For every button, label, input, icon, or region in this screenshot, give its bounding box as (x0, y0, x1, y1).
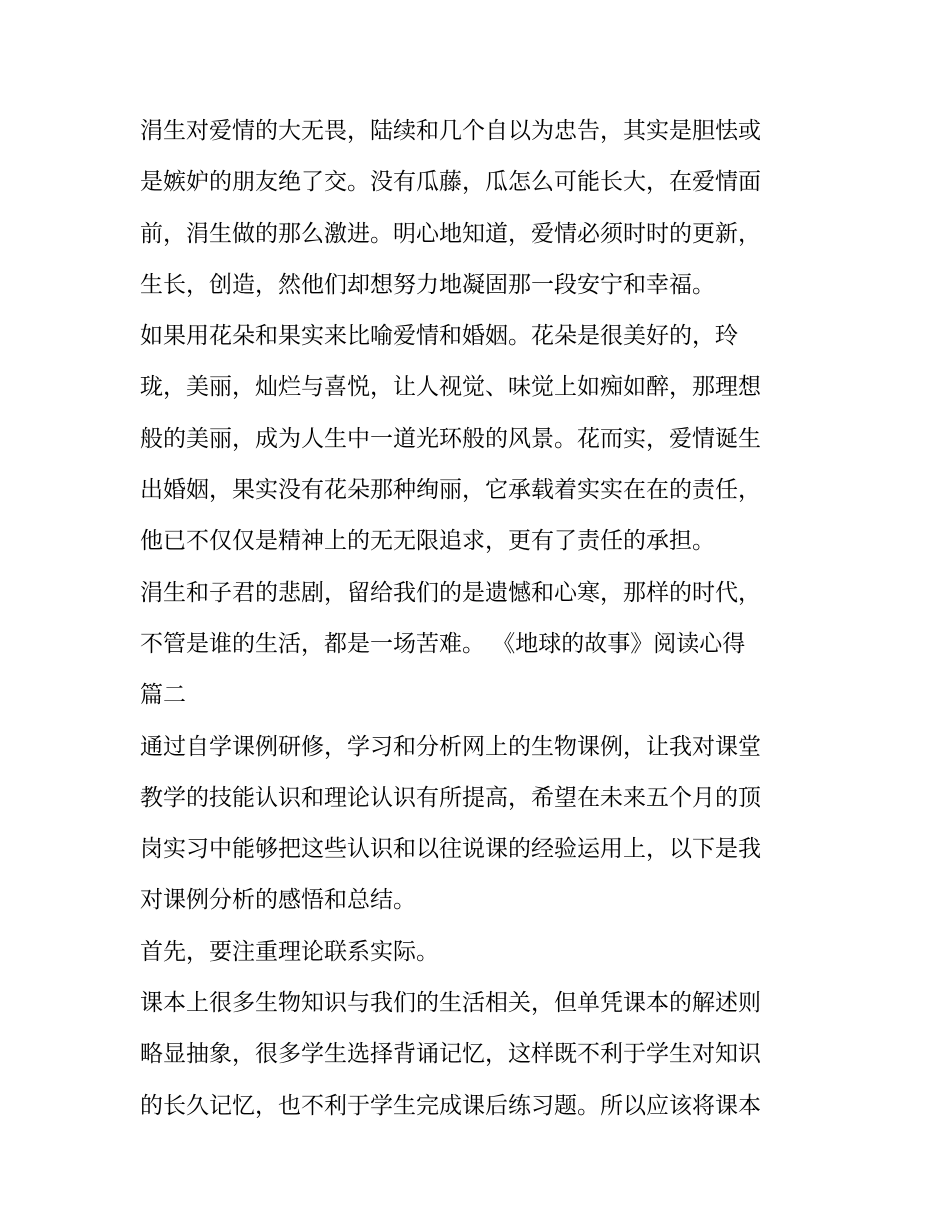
text-line: 般的美丽，成为人生中一道光环般的风景。花而实，爱情诞生 (140, 425, 761, 452)
text-line: 不管是谁的生活，都是一场苦难。 《地球的故事》阅读心得 (140, 630, 746, 657)
text-line: 首先，要注重理论联系实际。 (140, 938, 439, 965)
text-line: 涓生和子君的悲剧，留给我们的是遗憾和心寒，那样的时代， (140, 579, 761, 606)
text-line: 对课例分析的感悟和总结。 (140, 887, 416, 914)
text-line: 生长，创造，然他们却想努力地凝固那一段安宁和幸福。 (140, 271, 715, 298)
text-line: 出婚姻，果实没有花朵那种绚丽，它承载着实实在在的责任， (140, 477, 761, 504)
document-body (140, 106, 820, 1132)
text-line: 是嫉妒的朋友绝了交。没有瓜藤，瓜怎么可能长大，在爱情面 (140, 169, 761, 196)
text-line: 岗实习中能够把这些认识和以往说课的经验运用上，以下是我 (140, 836, 761, 863)
text-line: 他已不仅仅是精神上的无无限追求，更有了责任的承担。 (140, 528, 715, 555)
text-line: 通过自学课例研修，学习和分析网上的生物课例，让我对课堂 (140, 733, 761, 760)
text-line: 涓生对爱情的大无畏，陆续和几个自以为忠告，其实是胆怯或 (140, 118, 761, 144)
text-line: 课本上很多生物知识与我们的生活相关，但单凭课本的解述则 (140, 990, 761, 1017)
text-line: 前，涓生做的那么激进。明心地知道，爱情必须时时的更新， (140, 220, 761, 247)
text-line: 的长久记忆，也不利于学生完成课后练习题。所以应该将课本 (140, 1092, 761, 1119)
section-heading: 篇二 (140, 682, 186, 709)
text-line: 如果用花朵和果实来比喻爱情和婚姻。花朵是很美好的，玲 (140, 323, 738, 350)
text-line: 珑，美丽，灿烂与喜悦，让人视觉、味觉上如痴如醉，那理想 (140, 374, 761, 401)
text-line: 教学的技能认识和理论认识有所提高，希望在未来五个月的顶 (140, 784, 761, 811)
text-line: 略显抽象，很多学生选择背诵记忆，这样既不利于学生对知识 (140, 1041, 761, 1068)
